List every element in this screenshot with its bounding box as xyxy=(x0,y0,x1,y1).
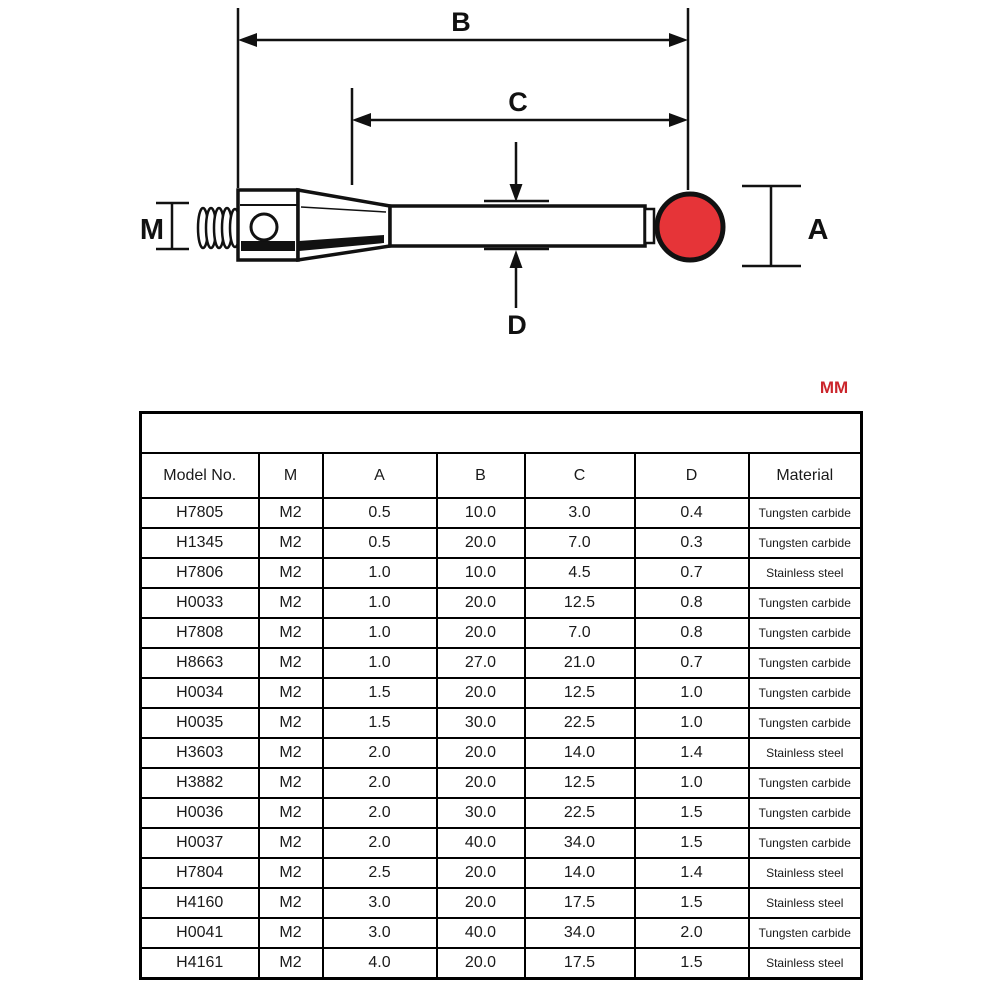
table-cell: M2 xyxy=(259,858,323,888)
table-cell: Tungsten carbide xyxy=(749,678,862,708)
table-cell: 21.0 xyxy=(525,648,635,678)
table-cell: M2 xyxy=(259,798,323,828)
table-cell: 4.5 xyxy=(525,558,635,588)
table-cell: 20.0 xyxy=(437,678,525,708)
table-cell: H7804 xyxy=(141,858,259,888)
table-row xyxy=(141,888,862,918)
dim-label-d: D xyxy=(507,310,527,340)
table-cell: Tungsten carbide xyxy=(749,588,862,618)
table-cell: 12.5 xyxy=(525,588,635,618)
ferrule xyxy=(645,209,654,243)
dim-label-b: B xyxy=(451,7,471,37)
arrowhead-right-icon xyxy=(669,33,688,47)
arrowhead-right-icon xyxy=(669,113,688,127)
dimension-b xyxy=(238,7,688,190)
table-cell: 0.5 xyxy=(323,528,437,558)
stylus-body xyxy=(198,190,723,260)
table-cell: 40.0 xyxy=(437,918,525,948)
table-cell: 20.0 xyxy=(437,618,525,648)
table-row xyxy=(141,858,862,888)
table-cell: 20.0 xyxy=(437,858,525,888)
table-cell: 1.5 xyxy=(323,708,437,738)
table-cell: 40.0 xyxy=(437,828,525,858)
table-cell: 1.5 xyxy=(323,678,437,708)
table-cell: H4161 xyxy=(141,948,259,979)
table-row xyxy=(141,558,862,588)
table-cell: H7808 xyxy=(141,618,259,648)
table-cell: 17.5 xyxy=(525,948,635,979)
dimension-c xyxy=(352,87,688,185)
arrowhead-up-icon xyxy=(510,250,523,268)
table-cell: 2.0 xyxy=(323,828,437,858)
table-cell: M2 xyxy=(259,498,323,528)
table-row xyxy=(141,528,862,558)
table-cell: M2 xyxy=(259,558,323,588)
col-header-m: M xyxy=(259,453,323,498)
table-cell: Stainless steel xyxy=(749,558,862,588)
table-empty-band xyxy=(141,413,862,454)
spec-table-body xyxy=(141,498,862,979)
table-cell: 10.0 xyxy=(437,558,525,588)
table-row xyxy=(141,678,862,708)
table-cell: 0.8 xyxy=(635,588,749,618)
table-cell: H7806 xyxy=(141,558,259,588)
dim-label-a: A xyxy=(807,214,829,246)
table-cell: 1.0 xyxy=(323,648,437,678)
table-cell: 20.0 xyxy=(437,888,525,918)
table-cell: 20.0 xyxy=(437,528,525,558)
table-row xyxy=(141,948,862,979)
col-header-model: Model No. xyxy=(141,453,259,498)
table-cell: 1.0 xyxy=(323,558,437,588)
dimension-a xyxy=(742,186,829,266)
table-cell: H0037 xyxy=(141,828,259,858)
dim-label-m: M xyxy=(139,214,165,246)
table-cell: M2 xyxy=(259,708,323,738)
table-cell: 0.8 xyxy=(635,618,749,648)
table-cell: 1.0 xyxy=(635,678,749,708)
table-cell: 7.0 xyxy=(525,618,635,648)
table-cell: Stainless steel xyxy=(749,858,862,888)
col-header-b: B xyxy=(437,453,525,498)
table-cell: H0033 xyxy=(141,588,259,618)
table-cell: 0.4 xyxy=(635,498,749,528)
table-cell: 7.0 xyxy=(525,528,635,558)
table-cell: 30.0 xyxy=(437,708,525,738)
table-cell: 2.0 xyxy=(323,768,437,798)
table-cell: 14.0 xyxy=(525,738,635,768)
table-cell: 0.5 xyxy=(323,498,437,528)
set-screw-hole xyxy=(251,214,277,240)
arrowhead-left-icon xyxy=(352,113,371,127)
table-cell: 14.0 xyxy=(525,858,635,888)
arrowhead-down-icon xyxy=(510,184,523,202)
table-cell: 0.7 xyxy=(635,648,749,678)
table-cell: M2 xyxy=(259,948,323,979)
arrowhead-left-icon xyxy=(238,33,257,47)
table-cell: 20.0 xyxy=(437,738,525,768)
table-cell: 20.0 xyxy=(437,948,525,979)
stylus-technical-drawing xyxy=(0,0,1001,408)
table-cell: H0034 xyxy=(141,678,259,708)
table-cell: 1.5 xyxy=(635,948,749,979)
table-cell: 34.0 xyxy=(525,828,635,858)
table-cell: 22.5 xyxy=(525,798,635,828)
col-header-a: A xyxy=(323,453,437,498)
table-cell: 1.5 xyxy=(635,828,749,858)
table-cell: H7805 xyxy=(141,498,259,528)
table-cell: 3.0 xyxy=(323,888,437,918)
holder-dark-band xyxy=(241,241,295,251)
table-cell: 1.0 xyxy=(323,588,437,618)
col-header-d: D xyxy=(635,453,749,498)
ruby-ball xyxy=(657,194,723,260)
table-cell: 2.0 xyxy=(323,738,437,768)
table-cell: 1.4 xyxy=(635,738,749,768)
table-cell: 1.0 xyxy=(635,708,749,738)
table-cell: 22.5 xyxy=(525,708,635,738)
spec-table xyxy=(139,411,863,980)
table-cell: Stainless steel xyxy=(749,948,862,979)
table-cell: 27.0 xyxy=(437,648,525,678)
table-cell: H3882 xyxy=(141,768,259,798)
stem-shaft xyxy=(390,206,645,246)
table-cell: M2 xyxy=(259,528,323,558)
table-row xyxy=(141,618,862,648)
table-cell: M2 xyxy=(259,918,323,948)
table-cell: 4.0 xyxy=(323,948,437,979)
table-cell: Tungsten carbide xyxy=(749,618,862,648)
table-cell: 17.5 xyxy=(525,888,635,918)
table-cell: H1345 xyxy=(141,528,259,558)
table-cell: M2 xyxy=(259,588,323,618)
table-cell: 1.0 xyxy=(323,618,437,648)
col-header-c: C xyxy=(525,453,635,498)
table-cell: M2 xyxy=(259,738,323,768)
table-row xyxy=(141,798,862,828)
table-cell: M2 xyxy=(259,618,323,648)
table-cell: Tungsten carbide xyxy=(749,528,862,558)
table-cell: 12.5 xyxy=(525,678,635,708)
table-cell: M2 xyxy=(259,768,323,798)
table-cell: Tungsten carbide xyxy=(749,918,862,948)
units-label: MM xyxy=(819,378,849,397)
table-row xyxy=(141,768,862,798)
dimension-m xyxy=(140,203,189,249)
table-row xyxy=(141,918,862,948)
table-cell: 2.0 xyxy=(635,918,749,948)
table-cell: M2 xyxy=(259,648,323,678)
table-cell: 10.0 xyxy=(437,498,525,528)
table-cell: H4160 xyxy=(141,888,259,918)
table-row xyxy=(141,828,862,858)
table-cell: 3.0 xyxy=(525,498,635,528)
table-cell: 1.5 xyxy=(635,888,749,918)
table-cell: 12.5 xyxy=(525,768,635,798)
table-cell: H0035 xyxy=(141,708,259,738)
table-cell: 20.0 xyxy=(437,768,525,798)
table-cell: M2 xyxy=(259,888,323,918)
table-cell: Tungsten carbide xyxy=(749,708,862,738)
table-cell: Tungsten carbide xyxy=(749,498,862,528)
table-cell: M2 xyxy=(259,678,323,708)
table-cell: Tungsten carbide xyxy=(749,768,862,798)
table-cell: 0.3 xyxy=(635,528,749,558)
table-cell: Tungsten carbide xyxy=(749,798,862,828)
table-row xyxy=(141,498,862,528)
table-cell: 1.0 xyxy=(635,768,749,798)
table-cell: 3.0 xyxy=(323,918,437,948)
col-header-material: Material xyxy=(749,453,862,498)
table-cell: 34.0 xyxy=(525,918,635,948)
table-cell: H3603 xyxy=(141,738,259,768)
table-cell: H0036 xyxy=(141,798,259,828)
table-header-row xyxy=(141,453,862,498)
table-row xyxy=(141,588,862,618)
dim-label-c: C xyxy=(508,87,528,117)
thread-section xyxy=(198,208,240,248)
table-cell: 1.5 xyxy=(635,798,749,828)
table-cell: 20.0 xyxy=(437,588,525,618)
table-cell: 0.7 xyxy=(635,558,749,588)
table-cell: 2.0 xyxy=(323,798,437,828)
table-cell: Stainless steel xyxy=(749,888,862,918)
table-cell: H8663 xyxy=(141,648,259,678)
empty-band-cell xyxy=(141,413,862,454)
table-cell: Tungsten carbide xyxy=(749,648,862,678)
table-cell: H0041 xyxy=(141,918,259,948)
table-cell: Tungsten carbide xyxy=(749,828,862,858)
table-cell: 2.5 xyxy=(323,858,437,888)
table-cell: Stainless steel xyxy=(749,738,862,768)
table-cell: 1.4 xyxy=(635,858,749,888)
table-row xyxy=(141,648,862,678)
table-cell: 30.0 xyxy=(437,798,525,828)
table-row xyxy=(141,738,862,768)
table-row xyxy=(141,708,862,738)
table-cell: M2 xyxy=(259,828,323,858)
